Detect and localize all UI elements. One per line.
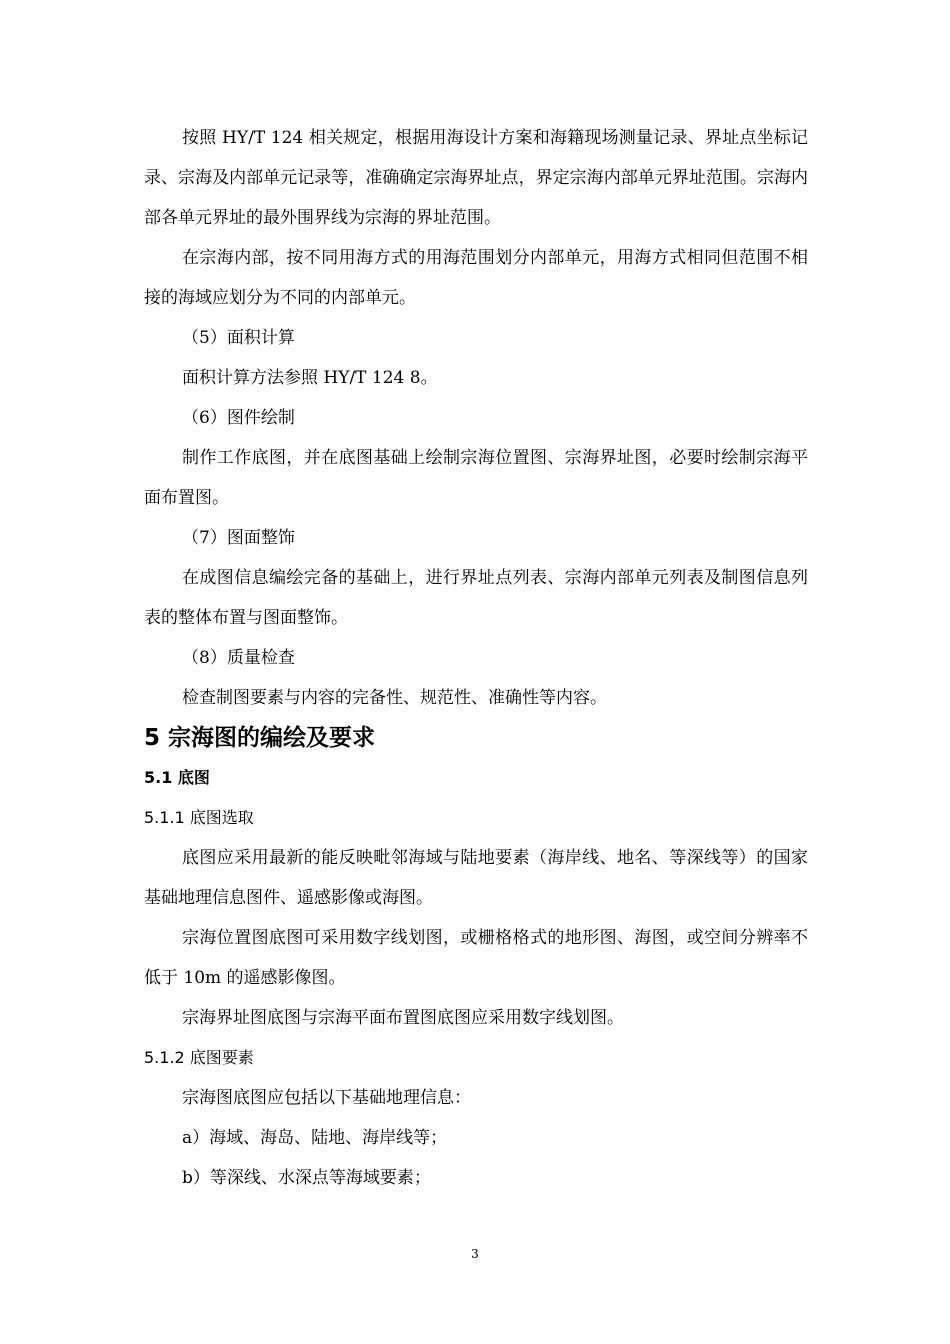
step-6-text: 制作工作底图，并在底图基础上绘制宗海位置图、宗海界址图，必要时绘制宗海平面布置图。 xyxy=(144,448,808,508)
paragraph-base-map-source: 底图应采用最新的能反映毗邻海域与陆地要素（海岸线、地名、等深线等）的国家基础地理信息图件、遥感影像或海图。 xyxy=(144,848,808,908)
paragraph-internal-units: 在宗海内部，按不同用海方式的用海范围划分内部单元，用海方式相同但范围不相接的海域应划分为不同的内部单元。 xyxy=(144,248,808,308)
section-5-1-2-heading: 5.1.2 底图要素 xyxy=(144,1048,254,1067)
paragraph-base-map-elements-intro: 宗海图底图应包括以下基础地理信息： xyxy=(182,1088,471,1108)
page-number: 3 xyxy=(471,1247,479,1261)
section-5-1-1-heading: 5.1.1 底图选取 xyxy=(144,808,254,827)
step-6-title: （6）图件绘制 xyxy=(182,408,295,428)
list-item-a: a）海域、海岛、陆地、海岸线等； xyxy=(182,1128,448,1148)
section-5-heading: 5 宗海图的编绘及要求 xyxy=(144,725,376,751)
step-8-title: （8）质量检查 xyxy=(182,648,295,668)
paragraph-boundary-determination: 按照 HY/T 124 相关规定，根据用海设计方案和海籍现场测量记录、界址点坐标记录、宗海及内部单元记录等，准确确定宗海界址点，界定宗海内部单元界址范围。宗海内部各单元界址的最外围界线为宗海的界址范围。 xyxy=(144,128,808,228)
paragraph-location-map-base: 宗海位置图底图可采用数字线划图，或栅格格式的地形图、海图，或空间分辨率不低于 10m 的遥感影像图。 xyxy=(144,928,808,988)
step-8-text: 检查制图要素与内容的完备性、规范性、准确性等内容。 xyxy=(182,688,607,708)
paragraph-boundary-map-base: 宗海界址图底图与宗海平面布置图底图应采用数字线划图。 xyxy=(182,1008,624,1028)
section-5-1-heading: 5.1 底图 xyxy=(144,768,210,787)
list-item-b: b）等深线、水深点等海域要素； xyxy=(182,1168,431,1188)
document-body xyxy=(144,118,808,1198)
step-7-title: （7）图面整饰 xyxy=(182,528,295,548)
step-5-text: 面积计算方法参照 HY/T 124 8。 xyxy=(182,368,438,388)
step-5-title: （5）面积计算 xyxy=(182,328,295,348)
step-7-text: 在成图信息编绘完备的基础上，进行界址点列表、宗海内部单元列表及制图信息列表的整体布置与图面整饰。 xyxy=(144,568,808,628)
